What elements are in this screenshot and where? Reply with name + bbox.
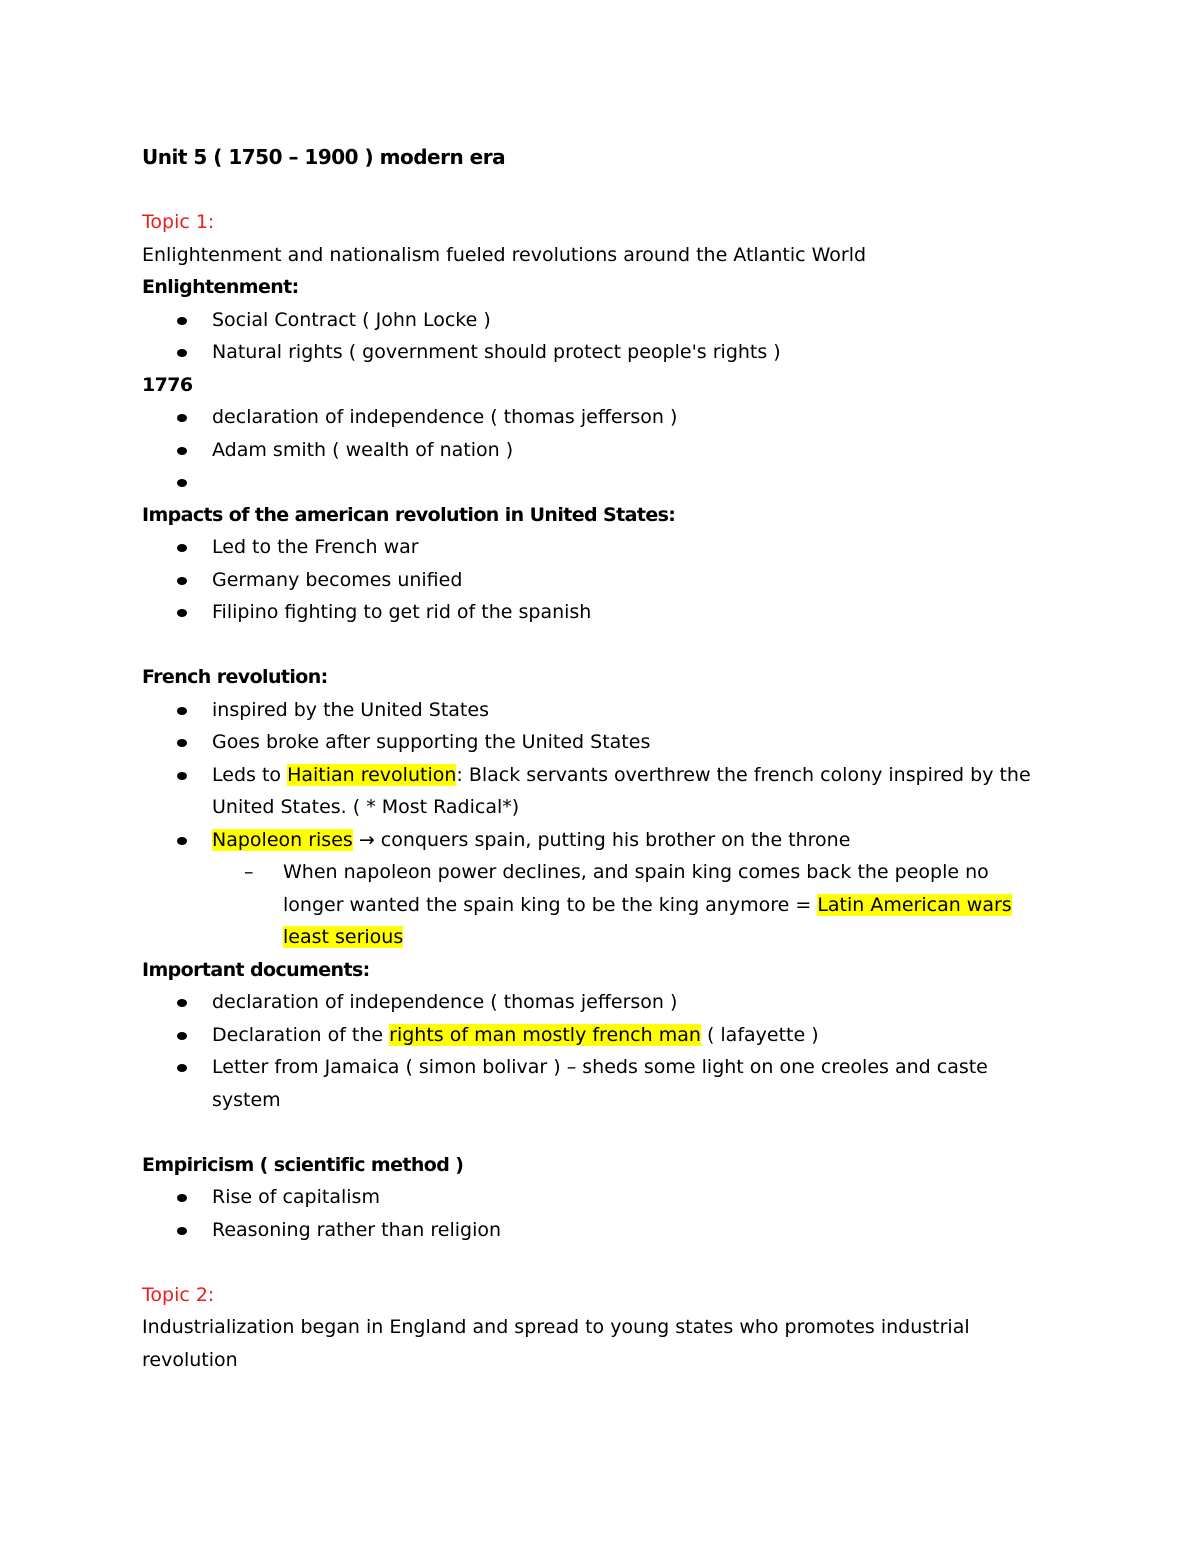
list-item-text-post: → conquers spain, putting his brother on the throne bbox=[352, 828, 851, 851]
blank-line bbox=[142, 174, 1042, 207]
document-content bbox=[142, 141, 1042, 1376]
list-item-text-pre: Declaration of the bbox=[212, 1023, 390, 1046]
list-item bbox=[142, 1019, 1042, 1052]
bullet-icon bbox=[177, 1194, 187, 1202]
topic-1-label: Topic 1: bbox=[142, 211, 215, 233]
list-item-text: declaration of independence ( thomas jefferson ) bbox=[212, 991, 678, 1013]
bullet-icon bbox=[177, 447, 187, 455]
year-1776-heading: 1776 bbox=[142, 373, 193, 396]
list-item bbox=[142, 401, 1042, 434]
bullet-icon bbox=[177, 739, 187, 747]
bullet-icon bbox=[177, 772, 187, 780]
topic-2-label: Topic 2: bbox=[142, 1283, 215, 1306]
blank-line bbox=[142, 1246, 1042, 1279]
list-item bbox=[142, 434, 1042, 467]
list-item-text: Filipino fighting to get rid of the spanish bbox=[212, 601, 592, 623]
impacts-heading: Impacts of the american revolution in United States: bbox=[142, 503, 676, 526]
enlightenment-list bbox=[142, 304, 1042, 369]
list-item bbox=[142, 1214, 1042, 1247]
list-item-text: Rise of capitalism bbox=[212, 1186, 380, 1208]
list-item-text: Natural rights ( government should protect people's rights ) bbox=[212, 341, 781, 363]
important-documents-heading: Important documents: bbox=[142, 958, 370, 981]
page-title: Unit 5 ( 1750 – 1900 ) modern era bbox=[142, 145, 506, 169]
list-item-text-post: ( lafayette ) bbox=[700, 1023, 819, 1046]
list-item bbox=[142, 336, 1042, 369]
list-item-text: Letter from Jamaica ( simon bolivar ) – sheds some light on one creoles and caste system bbox=[212, 1056, 988, 1111]
bullet-icon bbox=[177, 479, 187, 487]
list-item-text: Germany becomes unified bbox=[212, 568, 463, 591]
list-item bbox=[142, 824, 1042, 857]
important-documents-list bbox=[142, 986, 1042, 1116]
list-item bbox=[142, 986, 1042, 1019]
empty-list-item bbox=[142, 466, 1042, 499]
bullet-icon bbox=[177, 349, 187, 357]
list-item bbox=[142, 564, 1042, 597]
bullet-icon bbox=[177, 1032, 187, 1040]
bullet-icon bbox=[177, 414, 187, 422]
list-item-text-post: : Black servants overthrew the french colony inspired by the United States. ( * Most Radical*) bbox=[212, 763, 1031, 818]
year-1776-list bbox=[142, 401, 1042, 499]
highlighted-text: Haitian revolution bbox=[287, 763, 457, 786]
bullet-icon bbox=[177, 1227, 187, 1235]
list-item-text: Led to the French war bbox=[212, 536, 419, 558]
bullet-icon bbox=[177, 544, 187, 552]
empiricism-heading: Empiricism ( scientific method ) bbox=[142, 1153, 464, 1176]
bullet-icon bbox=[177, 837, 187, 845]
enlightenment-heading: Enlightenment: bbox=[142, 276, 299, 298]
bullet-icon bbox=[177, 999, 187, 1007]
dash-marker: – bbox=[244, 861, 254, 883]
impacts-list bbox=[142, 531, 1042, 629]
list-item-text: Reasoning rather than religion bbox=[212, 1218, 502, 1241]
topic-2-summary: Industrialization began in England and spread to young states who promotes industrial revolution bbox=[142, 1316, 970, 1371]
list-item-text: inspired by the United States bbox=[212, 698, 489, 721]
list-item bbox=[142, 759, 1042, 824]
topic-1-summary: Enlightenment and nationalism fueled revolutions around the Atlantic World bbox=[142, 243, 867, 266]
bullet-icon bbox=[177, 577, 187, 585]
list-item-text-pre: Leds to bbox=[212, 763, 288, 786]
french-revolution-heading: French revolution: bbox=[142, 666, 328, 688]
list-item bbox=[142, 531, 1042, 564]
sub-list-item bbox=[142, 856, 1042, 954]
list-item bbox=[142, 694, 1042, 727]
blank-line bbox=[142, 1116, 1042, 1149]
list-item-text: declaration of independence ( thomas jefferson ) bbox=[212, 406, 678, 428]
sub-item-text-pre: When napoleon power declines, and spain king comes back the people no longer wanted the spain king to be the king anymore = bbox=[283, 861, 989, 916]
highlighted-text: Napoleon rises bbox=[212, 828, 353, 851]
list-item bbox=[142, 304, 1042, 337]
french-revolution-list bbox=[142, 694, 1042, 954]
list-item bbox=[142, 726, 1042, 759]
list-item-text: Social Contract ( John Locke ) bbox=[212, 308, 491, 331]
list-item bbox=[142, 596, 1042, 629]
bullet-icon bbox=[177, 317, 187, 325]
empiricism-list bbox=[142, 1181, 1042, 1246]
bullet-icon bbox=[177, 609, 187, 617]
bullet-icon bbox=[177, 1064, 187, 1072]
bullet-icon bbox=[177, 707, 187, 715]
highlighted-text: Latin American wars least serious bbox=[283, 893, 1012, 948]
blank-line bbox=[142, 629, 1042, 662]
list-item-text: Goes broke after supporting the United States bbox=[212, 731, 651, 753]
list-item bbox=[142, 1181, 1042, 1214]
list-item bbox=[142, 1051, 1042, 1116]
list-item-text: Adam smith ( wealth of nation ) bbox=[212, 438, 514, 461]
highlighted-text: rights of man mostly french man bbox=[389, 1023, 701, 1046]
